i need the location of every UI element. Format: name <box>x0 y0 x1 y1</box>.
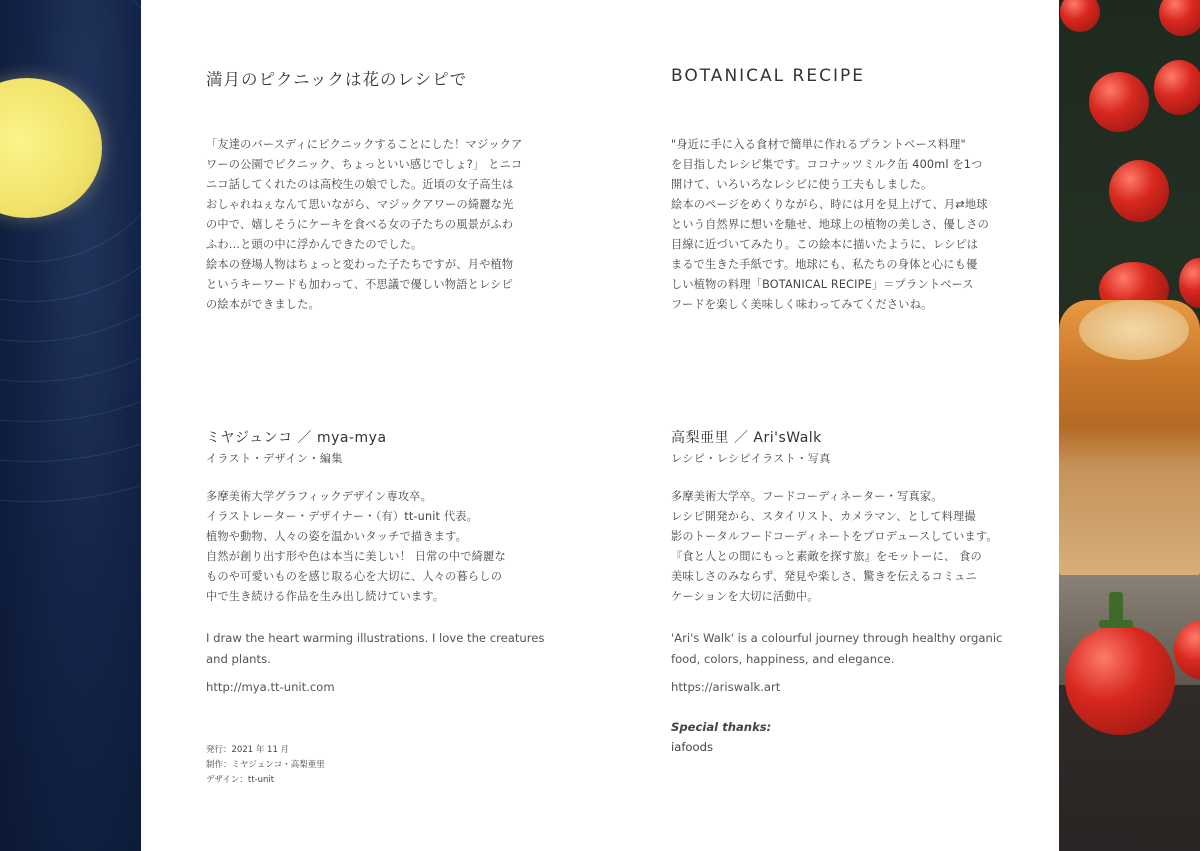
bio-line: レシピ開発から、スタイリスト、カメラマン、として料理撮 <box>671 510 976 523</box>
right-intro-line: フードを楽しく美味しく味わってみてくださいね。 <box>671 298 933 311</box>
right-intro-line: 絵本のページをめくりながら、時には月を見上げて、月⇄地球 <box>671 198 988 211</box>
bio-line: イラストレーター・デザイナー・（有）tt-unit 代表。 <box>206 510 479 523</box>
right-intro-line: を目指したレシピ集です。ココナッツミルク缶 400ml を1つ <box>671 158 983 171</box>
colophon-line: 制作：ミヤジュンコ・高梨亜里 <box>206 760 325 770</box>
author-role: イラスト・デザイン・編集 <box>206 452 343 465</box>
colophon-line: デザイン：tt-unit <box>206 775 275 785</box>
bio-line: 多摩美術大学卒。フードコーディネーター・写真家。 <box>671 490 943 503</box>
bio-line: 多摩美術大学グラフィックデザイン専攻卒。 <box>206 490 433 503</box>
left-intro-line: の中で、嬉しそうにケーキを食べる女の子たちの風景がふわ <box>206 218 514 231</box>
right-intro-line: "身近に手に入る食材で簡単に作れるプラントベース料理" <box>671 138 966 151</box>
en-line: food, colors, happiness, and elegance. <box>671 652 895 666</box>
en-line: I draw the heart warming illustrations. I love the creatures <box>206 631 545 645</box>
left-intro-line: ワーの公園でピクニック、ちょっといい感じでしょ?」 とニコ <box>206 158 523 171</box>
bio-line: ものや可愛いものを感じ取る心を大切に、人々の暮らしの <box>206 570 503 583</box>
bio-line: 植物や動物、人々の姿を温かいタッチで描きます。 <box>206 530 468 543</box>
author-name: 高梨亜里 ／ Ari'sWalk <box>671 430 822 446</box>
left-intro-line: 絵本の登場人物はちょっと変わった子たちですが、月や植物 <box>206 258 514 271</box>
moon-illustration <box>0 0 141 851</box>
page-title-en: BOTANICAL RECIPE <box>671 66 865 86</box>
author-url-link[interactable]: https://ariswalk.art <box>671 680 781 694</box>
left-intro-line: というキーワードも加わって、不思議で優しい物語とレシピ <box>206 278 513 291</box>
bio-line: ケーションを大切に活動中。 <box>671 590 819 603</box>
left-intro-line: 「友達のバースディにピクニックすることにした！マジックア <box>206 138 523 151</box>
special-thanks-label: Special thanks: <box>671 720 772 734</box>
left-intro-line: の絵本ができました。 <box>206 298 320 311</box>
bio-line: 美味しさのみならず、発見や楽しさ、驚きを伝えるコミュニ <box>671 570 977 583</box>
colophon-line: 発行：2021 年 11 月 <box>206 745 290 755</box>
author-url-link[interactable]: http://mya.tt-unit.com <box>206 680 335 694</box>
en-line: and plants. <box>206 652 271 666</box>
bio-line: 『食と人との間にもっと素敵を探す旅』をモットーに、 食の <box>671 550 982 563</box>
right-intro-line: 目線に近づいてみたり。この絵本に描いたように、レシピは <box>671 238 979 251</box>
left-intro-line: ニコ話してくれたのは高校生の娘でした。近頃の女子高生は <box>206 178 514 191</box>
left-intro-line: おしゃれねぇなんて思いながら、マジックアワーの綺麗な光 <box>206 198 514 211</box>
bio-line: 中で生き続ける作品を生み出し続けています。 <box>206 590 445 603</box>
special-thanks-value: iafoods <box>671 740 713 754</box>
right-intro-line: まるで生きた手紙です。地球にも、私たちの身体と心にも優 <box>671 258 978 271</box>
food-photo <box>1059 0 1200 851</box>
right-intro-line: という自然界に想いを馳せ、地球上の植物の美しさ、優しさの <box>671 218 990 231</box>
right-intro-line: 開けて、いろいろなレシピに使う工夫もしました。 <box>671 178 933 191</box>
bio-line: 自然が創り出す形や色は本当に美しい！ 日常の中で綺麗な <box>206 550 506 563</box>
bio-line: 影のトータルフードコーディネートをプロデュースしています。 <box>671 530 998 543</box>
author-name: ミヤジュンコ ／ mya-mya <box>206 430 387 446</box>
page-title-jp: 満月のピクニックは花のレシピで <box>206 70 468 89</box>
right-intro-line: しい植物の料理「BOTANICAL RECIPE」＝プラントベース <box>671 278 974 291</box>
left-intro-line: ふわ…と頭の中に浮かんできたのでした。 <box>206 238 423 251</box>
author-role: レシピ・レシピイラスト・写真 <box>671 452 831 465</box>
en-line: 'Ari's Walk' is a colourful journey through healthy organic <box>671 631 1003 645</box>
